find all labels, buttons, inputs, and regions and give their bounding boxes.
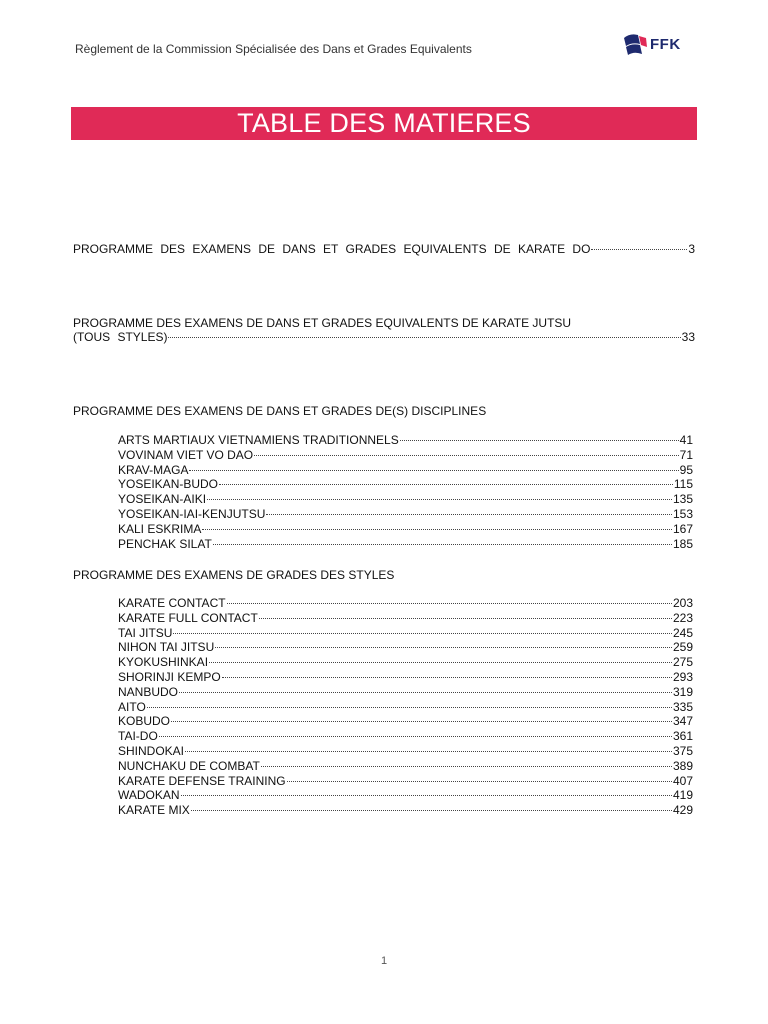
toc-entry-page: 33 xyxy=(681,330,695,344)
toc-entry-karate-jutsu-line1[interactable]: PROGRAMME DES EXAMENS DE DANS ET GRADES EQUIVALENTS DE KARATE JUTSU xyxy=(73,316,572,330)
dot-leader xyxy=(179,692,672,693)
dot-leader xyxy=(213,544,672,545)
toc-entry-page: 223 xyxy=(672,610,693,625)
toc-entry-page: 319 xyxy=(672,684,693,699)
dot-leader xyxy=(181,795,672,796)
toc-entry-label: ARTS MARTIAUX VIETNAMIENS TRADITIONNELS xyxy=(118,433,399,447)
toc-entry-label: YOSEIKAN-AIKI xyxy=(118,492,207,507)
toc-entry-page: 293 xyxy=(672,670,693,684)
toc-entry-label: TAI JITSU xyxy=(118,625,173,640)
toc-entry-page: 347 xyxy=(672,714,693,729)
toc-entry-label: KARATE CONTACT xyxy=(118,596,226,610)
dot-leader xyxy=(259,618,672,619)
ffk-emblem-icon xyxy=(620,30,650,60)
dot-leader xyxy=(287,781,672,782)
dot-leader xyxy=(219,484,673,485)
dot-leader xyxy=(185,751,672,752)
dot-leader xyxy=(202,529,672,530)
toc-entry-page: 275 xyxy=(672,655,693,670)
toc-entry-label: WADOKAN xyxy=(118,788,180,803)
toc-entry-label: KRAV-MAGA xyxy=(118,462,189,477)
toc-sub-entry[interactable] xyxy=(118,744,693,758)
logo-wordmark: FFK xyxy=(650,36,681,53)
dot-leader xyxy=(215,647,672,648)
toc-sub-entry[interactable] xyxy=(118,640,693,654)
toc-entry-page: 135 xyxy=(672,492,693,507)
toc-entry-page: 71 xyxy=(679,447,693,462)
toc-title: TABLE DES MATIERES xyxy=(237,108,531,138)
dot-leader xyxy=(266,514,672,515)
toc-entry-label: YOSEIKAN-IAI-KENJUTSU xyxy=(118,507,266,521)
toc-entry-label: (TOUS STYLES) xyxy=(73,330,168,344)
toc-entry-page: 153 xyxy=(672,507,693,521)
toc-entry-page: 203 xyxy=(672,596,693,610)
toc-sub-entry[interactable] xyxy=(118,714,693,728)
toc-entry-label: KYOKUSHINKAI xyxy=(118,655,209,670)
toc-sub-entry[interactable] xyxy=(118,685,693,699)
toc-sub-entry[interactable] xyxy=(118,448,693,462)
toc-entry-page: 389 xyxy=(672,758,693,773)
page-number: 1 xyxy=(380,955,388,967)
toc-entry-karate-do[interactable] xyxy=(73,242,695,256)
dot-leader xyxy=(171,721,672,722)
dot-leader xyxy=(261,766,672,767)
dot-leader xyxy=(227,603,672,604)
toc-entry-page: 407 xyxy=(672,773,693,788)
toc-entry-page: 361 xyxy=(672,729,693,744)
toc-entry-page: 429 xyxy=(672,803,693,818)
toc-entry-label: NANBUDO xyxy=(118,684,179,699)
dot-leader xyxy=(254,455,679,456)
toc-sub-entry[interactable] xyxy=(118,759,693,773)
toc-entry-label: PENCHAK SILAT xyxy=(118,536,212,551)
toc-sub-entry[interactable] xyxy=(118,626,693,640)
dot-leader xyxy=(191,810,672,811)
dot-leader xyxy=(222,677,672,678)
toc-entry-label: YOSEIKAN-BUDO xyxy=(118,477,219,492)
dot-leader xyxy=(173,633,672,634)
section-heading-styles[interactable]: PROGRAMME DES EXAMENS DE GRADES DES STYLES xyxy=(73,568,395,582)
toc-entry-page: 95 xyxy=(679,462,693,477)
toc-sub-entry[interactable] xyxy=(118,670,693,684)
toc-entry-label: VOVINAM VIET VO DAO xyxy=(118,447,254,462)
toc-sub-entry[interactable] xyxy=(118,522,693,536)
toc-entry-page: 185 xyxy=(672,536,693,551)
dot-leader xyxy=(209,662,672,663)
toc-sub-entry[interactable] xyxy=(118,788,693,802)
toc-sub-entry[interactable] xyxy=(118,596,693,610)
toc-entry-label: KOBUDO xyxy=(118,714,171,729)
toc-entry-label: KARATE MIX xyxy=(118,803,190,818)
ffk-logo xyxy=(620,30,700,60)
dot-leader xyxy=(168,337,680,338)
toc-sub-entry[interactable] xyxy=(118,463,693,477)
toc-entry-page: 335 xyxy=(672,699,693,714)
toc-entry-label: KARATE DEFENSE TRAINING xyxy=(118,773,286,788)
toc-entry-label: AITO xyxy=(118,699,146,714)
dot-leader xyxy=(207,499,672,500)
toc-entry-label: NIHON TAI JITSU xyxy=(118,640,215,655)
toc-entry-page: 41 xyxy=(679,433,693,447)
dot-leader xyxy=(189,470,678,471)
toc-entry-label: PROGRAMME DES EXAMENS DE DANS ET GRADES EQUIVALENTS DE KARATE DO xyxy=(73,242,591,256)
dot-leader xyxy=(400,440,679,441)
toc-sub-entry[interactable] xyxy=(118,477,693,491)
toc-entry-label: KARATE FULL CONTACT xyxy=(118,610,258,625)
toc-sub-entry[interactable] xyxy=(118,537,693,551)
toc-entry-label: SHORINJI KEMPO xyxy=(118,670,221,684)
toc-entry-label: TAI-DO xyxy=(118,729,158,744)
toc-entry-page: 115 xyxy=(673,477,693,492)
toc-entry-page: 375 xyxy=(672,744,693,758)
toc-sub-entry[interactable] xyxy=(118,729,693,743)
toc-sub-entry[interactable] xyxy=(118,611,693,625)
toc-entry-page: 3 xyxy=(688,242,695,256)
toc-sub-entry[interactable] xyxy=(118,700,693,714)
running-header: Règlement de la Commission Spécialisée des Dans et Grades Equivalents xyxy=(75,42,472,56)
toc-entry-label: SHINDOKAI xyxy=(118,744,185,758)
toc-entry-page: 167 xyxy=(672,521,693,536)
section-heading-disciplines[interactable]: PROGRAMME DES EXAMENS DE DANS ET GRADES DE(S) DISCIPLINES xyxy=(73,404,487,418)
toc-entry-page: 419 xyxy=(672,788,693,803)
dot-leader xyxy=(159,736,672,737)
toc-sub-entry[interactable] xyxy=(118,655,693,669)
toc-entry-label: KALI ESKRIMA xyxy=(118,521,202,536)
toc-entry-karate-jutsu[interactable] xyxy=(73,330,695,344)
toc-sub-entry[interactable] xyxy=(118,492,693,506)
toc-sub-entry[interactable] xyxy=(118,507,693,521)
toc-title-banner xyxy=(71,107,697,140)
toc-entry-page: 245 xyxy=(672,625,693,640)
toc-sub-entry[interactable] xyxy=(118,803,693,817)
dot-leader xyxy=(591,249,687,250)
toc-sub-entry[interactable] xyxy=(118,433,693,447)
dot-leader xyxy=(147,707,672,708)
toc-entry-label: NUNCHAKU DE COMBAT xyxy=(118,758,260,773)
toc-sub-entry[interactable] xyxy=(118,774,693,788)
toc-entry-page: 259 xyxy=(672,640,693,655)
